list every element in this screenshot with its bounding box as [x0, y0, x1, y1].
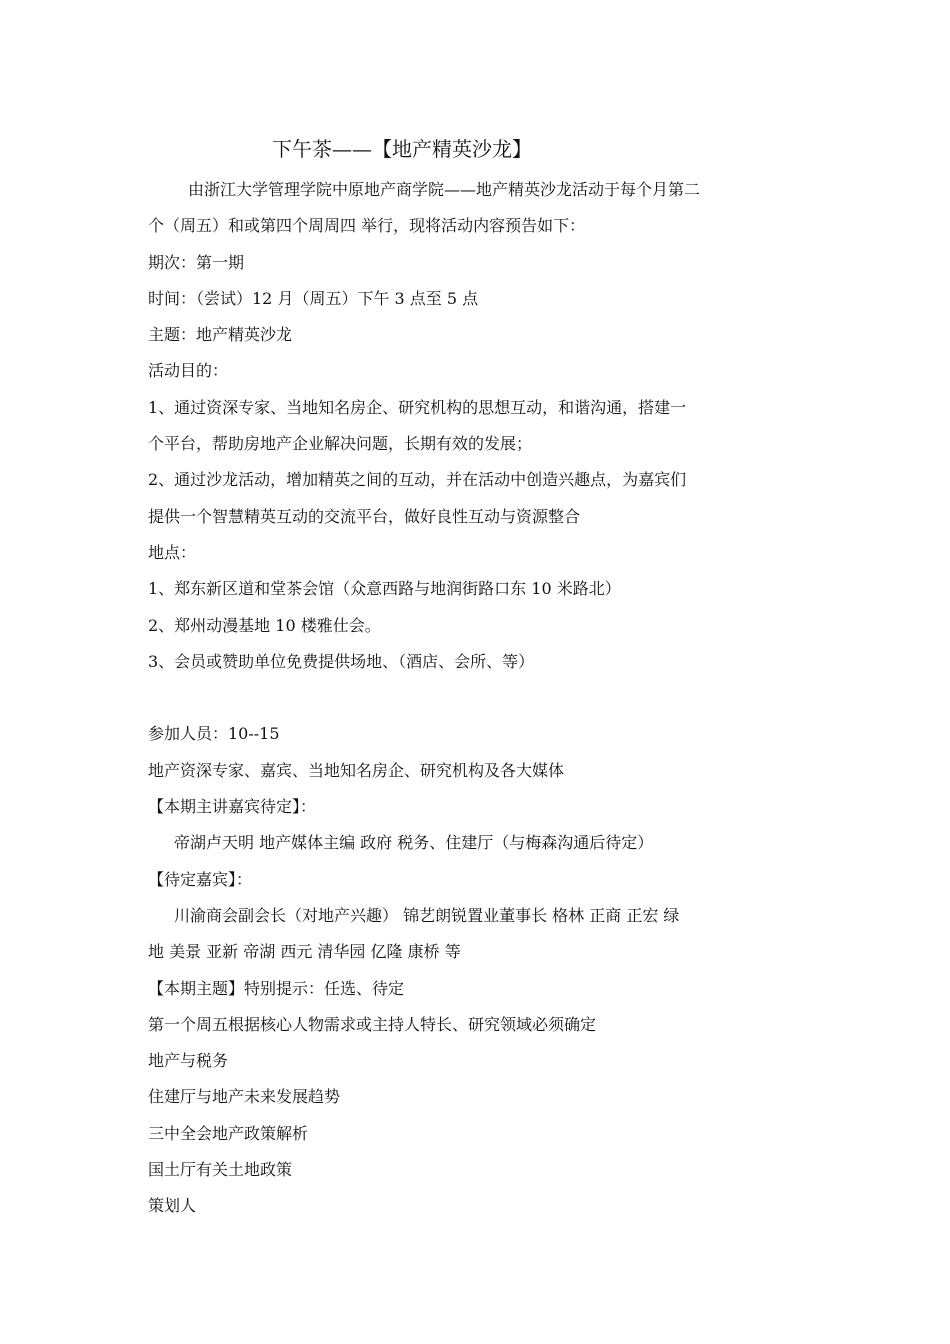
location-item-2: 2、郑州动漫基地 10 楼雅仕会。: [148, 615, 381, 635]
location-item-3: 3、会员或赞助单位免费提供场地、（酒店、会所、等）: [148, 651, 535, 671]
session-line: 期次：第一期: [148, 252, 245, 272]
blank-line: [148, 680, 808, 716]
planner-line: 策划人: [148, 1196, 197, 1216]
document-body: [148, 172, 808, 1225]
location-heading: 地点：: [148, 542, 197, 562]
document-title: 下午茶——【地产精英沙龙】: [272, 137, 532, 161]
guests-heading: 【待定嘉宾】：: [148, 869, 253, 889]
participants-detail: 地产资深专家、嘉宾、当地知名房企、研究机构及各大媒体: [148, 760, 565, 780]
purpose-item-2b: 提供一个智慧精英互动的交流平台，做好良性互动与资源整合: [148, 506, 581, 526]
guests-detail-1: 川渝商会副会长（对地产兴趣） 锦艺朗锐置业董事长 格林 正商 正宏 绿: [174, 905, 680, 925]
guests-detail-2: 地 美景 亚新 帝湖 西元 清华园 亿隆 康桥 等: [148, 942, 461, 962]
time-line: 时间：（尝试）12 月（周五）下午 3 点至 5 点: [148, 288, 479, 308]
theme-line: 主题：地产精英沙龙: [148, 325, 293, 345]
location-item-1: 1、郑东新区道和堂茶会馆（众意西路与地润街路口东 10 米路北）: [148, 579, 621, 599]
topic-item-4: 国土厅有关土地政策: [148, 1160, 293, 1180]
participants-line: 参加人员：10--15: [148, 724, 280, 744]
topic-item-3: 三中全会地产政策解析: [148, 1123, 309, 1143]
purpose-item-2a: 2、通过沙龙活动，增加精英之间的互动，并在活动中创造兴趣点，为嘉宾们: [148, 470, 687, 490]
purpose-item-1a: 1、通过资深专家、当地知名房企、研究机构的思想互动，和谐沟通，搭建一: [148, 397, 687, 417]
purpose-item-1b: 个平台，帮助房地产企业解决问题，长期有效的发展；: [148, 434, 533, 454]
keynote-heading: 【本期主讲嘉宾待定】：: [148, 797, 317, 817]
intro-line-1: 由浙江大学管理学院中原地产商学院——地产精英沙龙活动于每个月第二: [188, 180, 701, 199]
topic-item-2: 住建厅与地产未来发展趋势: [148, 1087, 341, 1107]
keynote-detail: 帝湖卢天明 地产媒体主编 政府 税务、住建厅（与梅森沟通后待定）: [174, 833, 654, 853]
topic-item-1: 地产与税务: [148, 1051, 229, 1071]
topics-heading: 【本期主题】特别提示：任选、待定: [148, 978, 405, 998]
topics-note: 第一个周五根据核心人物需求或主持人特长、研究领域必须确定: [148, 1014, 597, 1034]
purpose-heading: 活动目的：: [148, 361, 229, 381]
intro-line-2: 个（周五）和或第四个周周四 举行，现将活动内容预告如下：: [148, 216, 586, 236]
